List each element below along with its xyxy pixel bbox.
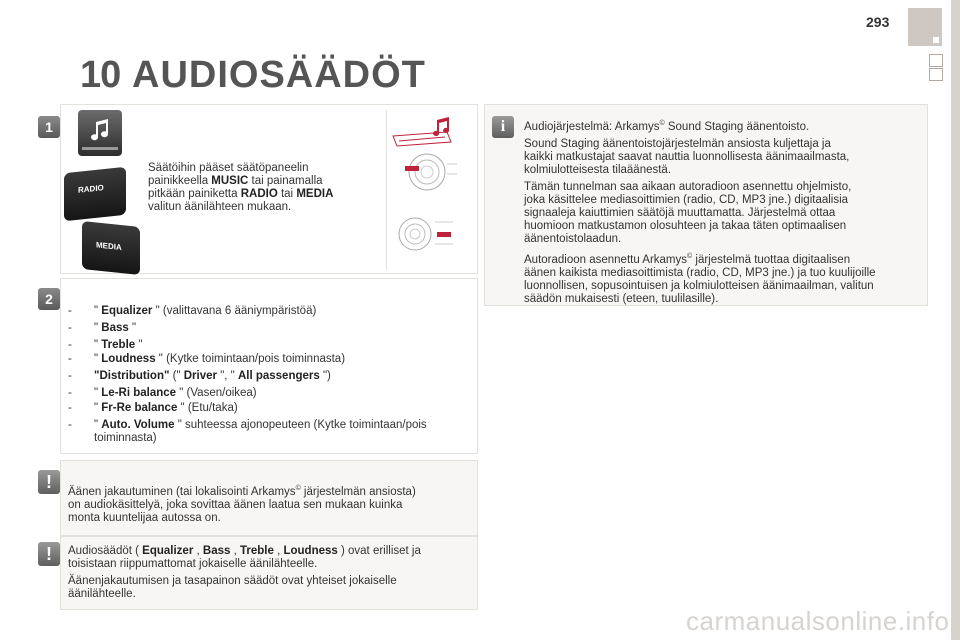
warning1-line: monta kuuntelijaa autossa on.	[68, 511, 221, 524]
info-line: kaikki matkustajat saavat nauttia luonnollisesta äänimaailmasta,	[524, 150, 850, 163]
settings-list-item: - " Loudness " (Kytke toimintaan/pois toiminnasta)	[68, 353, 346, 365]
step1-line: painikkeella MUSIC tai painamalla	[148, 175, 323, 187]
info-line: Sound Staging äänentoistojärjestelmän ansiosta kuljettaja ja	[524, 137, 831, 150]
radio-button-label: RADIO	[78, 183, 104, 195]
step-1-badge: 1	[38, 116, 60, 138]
warning2-line: toisistaan riippumattomat jokaiselle äänilähteelle.	[68, 558, 318, 570]
step1-line: pitkään painiketta RADIO tai MEDIA	[148, 188, 334, 200]
corner-tab	[908, 8, 942, 46]
info-icon: i	[492, 116, 514, 138]
chapter-number: 10	[80, 54, 121, 96]
warning1-line: on audiokäsittelyä, joka sovittaa äänen laatua sen mukaan kuinka	[68, 498, 403, 511]
radio-button-image	[64, 167, 126, 222]
info-line: säädön mukaisesti (eteen, tuulilasille).	[524, 292, 719, 305]
settings-list-item-continuation: toiminnasta)	[94, 432, 157, 444]
media-button-image	[82, 221, 140, 275]
settings-list-item: - " Auto. Volume " suhteessa ajonopeuteen (Kytke toimintaan/pois	[68, 419, 427, 431]
info-line: äänentoistolaadun.	[524, 232, 622, 245]
step1-text	[148, 162, 378, 214]
settings-list-item: - " Treble "	[68, 339, 143, 351]
info-line: joka käsittelee mediasoittimien (radio, CD, MP3 jne.) digitaalisia	[524, 193, 849, 206]
info-line: Audiojärjestelmä: Arkamys© Sound Staging äänentoisto.	[524, 120, 810, 133]
warning2-line: Äänenjakautumisen ja tasapainon säädöt ovat yhteiset jokaiselle	[68, 575, 397, 587]
settings-list-item: - " Equalizer " (valittavana 6 ääniympäristöä)	[68, 305, 317, 317]
settings-list-item: - " Le-Ri balance " (Vasen/oikea)	[68, 387, 257, 399]
info-line: luonnollisen, sopusointuisen ja kolmiulotteisen äänimaailman, valitun	[524, 279, 874, 292]
warning1-text	[68, 482, 472, 525]
warning1-line: Äänen jakautuminen (tai lokalisointi Arkamys© järjestelmän ansiosta)	[68, 485, 416, 498]
chapter-marker-square	[929, 54, 943, 67]
warning2-line: äänilähteelle.	[68, 588, 136, 600]
warning-icon: !	[38, 470, 60, 494]
control-panel-illustration	[386, 110, 471, 270]
right-edge-bar	[951, 0, 960, 640]
step-2-badge: 2	[38, 288, 60, 310]
music-button-image	[78, 110, 122, 156]
info-line: Autoradioon asennettu Arkamys© järjestelmä tuottaa digitaalisen	[524, 252, 851, 266]
page-number: 293	[866, 14, 890, 30]
watermark: carmanualsonline.info	[686, 606, 950, 636]
settings-list-item: - " Bass "	[68, 322, 137, 334]
settings-list-item: - "Distribution" (" Driver ", " All passengers ")	[68, 370, 331, 382]
control-panel-drawing	[387, 110, 471, 270]
settings-list-item: - " Fr-Re balance " (Etu/taka)	[68, 402, 238, 414]
info-text	[524, 117, 924, 306]
info-line: Tämän tunnelman saa aikaan autoradioon asennettu ohjelmisto,	[524, 180, 852, 193]
music-note-icon	[78, 110, 122, 150]
chapter-marker-square	[929, 68, 943, 81]
step1-line: valitun äänilähteen mukaan.	[148, 201, 292, 213]
info-line: huomioon matkustamon olosuhteen ja takaa täten optimaalisen	[524, 219, 847, 232]
step1-line: Säätöihin pääset säätöpaneelin	[148, 162, 309, 174]
info-line: kolmiulotteisesta tilaäänestä.	[524, 163, 672, 176]
warning2-line: Audiosäädöt ( Equalizer , Bass , Treble , Loudness ) ovat erilliset ja	[68, 545, 421, 557]
warning2-text	[68, 545, 472, 601]
chapter-title: AUDIOSÄÄDÖT	[132, 54, 426, 96]
info-line: äänen kaikista mediasoittimista (radio, CD, MP3 jne.) ja tuo kuulijoille	[524, 266, 876, 279]
warning-icon: !	[38, 542, 60, 566]
info-line: signaaleja kaiuttimien säätöjä muuttamatta. Järjestelmä ottaa	[524, 206, 836, 219]
media-button-label: MEDIA	[96, 240, 122, 253]
